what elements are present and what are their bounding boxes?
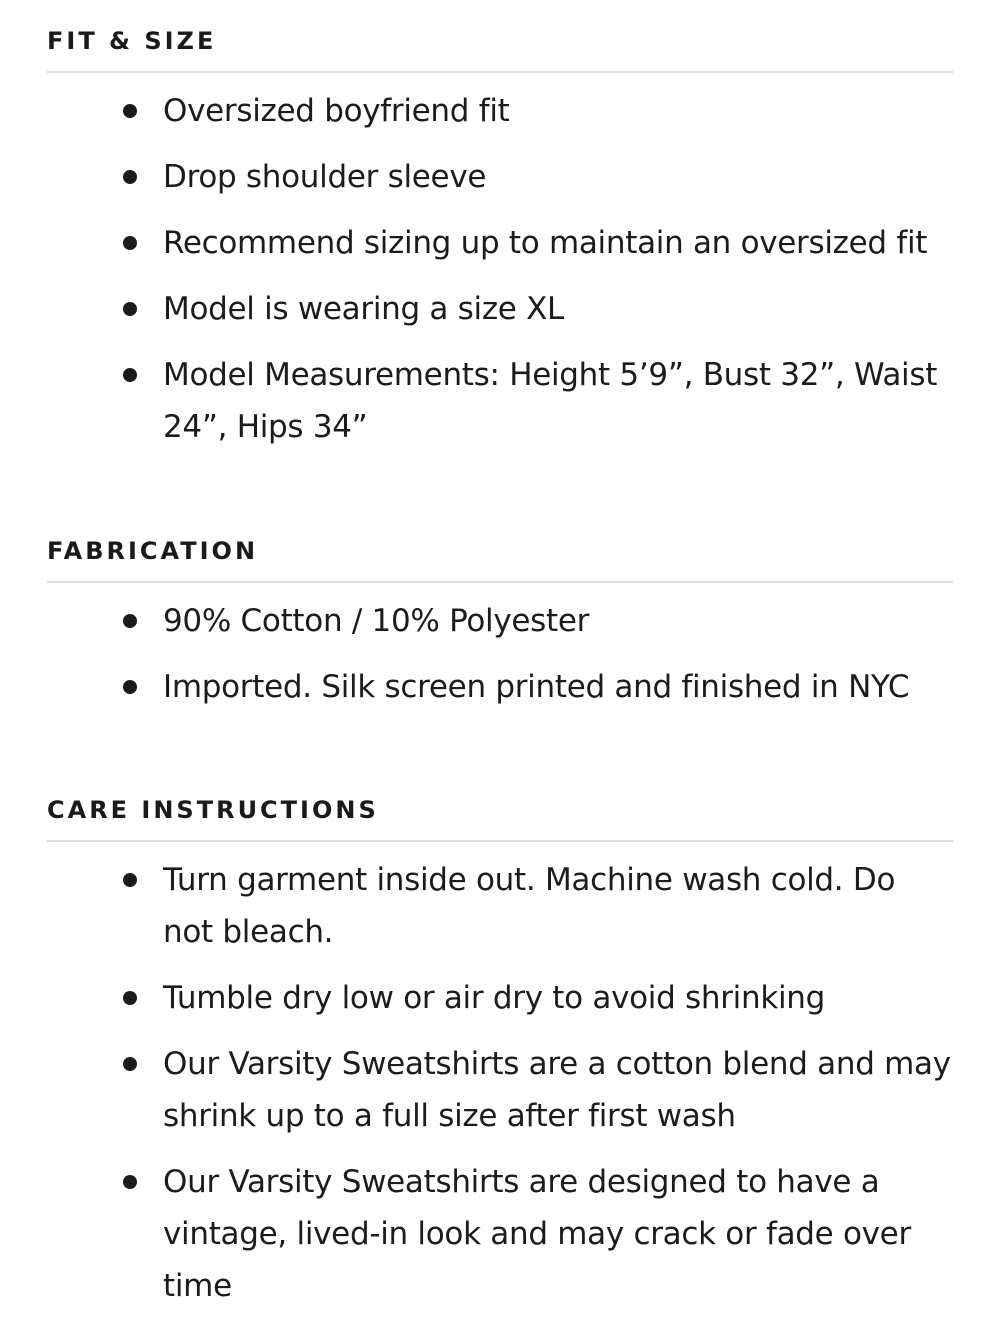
list-item [47, 349, 953, 453]
list-item-text: Our Varsity Sweatshirts are a cotton blend and may shrink up to a full size after first wash [163, 1046, 951, 1134]
list-item-text: Turn garment inside out. Machine wash cold. Do not bleach. [163, 862, 896, 950]
fabrication-list [47, 595, 953, 713]
bullet-icon [123, 170, 137, 184]
fit-size-section [47, 27, 953, 467]
list-item-text: Tumble dry low or air dry to avoid shrinking [163, 980, 826, 1016]
list-item [47, 972, 953, 1024]
section-divider [47, 581, 953, 583]
bullet-icon [123, 302, 137, 316]
list-item-text: Model Measurements: Height 5’9”, Bust 32”, Waist 24”, Hips 34” [163, 357, 938, 445]
list-item [47, 217, 953, 269]
fit-size-heading: FIT & SIZE [47, 27, 217, 55]
list-item [47, 854, 953, 958]
section-divider [47, 840, 953, 842]
list-item-text: Drop shoulder sleeve [163, 159, 487, 195]
list-item [47, 85, 953, 137]
bullet-icon [123, 680, 137, 694]
care-instructions-heading: CARE INSTRUCTIONS [47, 796, 379, 824]
fabrication-section [47, 537, 953, 727]
list-item-text: Our Varsity Sweatshirts are designed to have a vintage, lived-in look and may crack or fade over time [163, 1164, 911, 1304]
list-item [47, 1038, 953, 1142]
list-item-text: Model is wearing a size XL [163, 291, 565, 327]
bullet-icon [123, 873, 137, 887]
fit-size-list [47, 85, 953, 453]
bullet-icon [123, 236, 137, 250]
list-item [47, 283, 953, 335]
list-item [47, 661, 953, 713]
bullet-icon [123, 104, 137, 118]
list-item [47, 1156, 953, 1312]
bullet-icon [123, 368, 137, 382]
list-item [47, 151, 953, 203]
bullet-icon [123, 1175, 137, 1189]
list-item-text: 90% Cotton / 10% Polyester [163, 603, 590, 639]
section-divider [47, 71, 953, 73]
bullet-icon [123, 1057, 137, 1071]
list-item-text: Recommend sizing up to maintain an oversized fit [163, 225, 928, 261]
list-item [47, 595, 953, 647]
fabrication-heading: FABRICATION [47, 537, 259, 565]
bullet-icon [123, 991, 137, 1005]
care-instructions-list [47, 854, 953, 1312]
list-item-text: Imported. Silk screen printed and finished in NYC [163, 669, 910, 705]
care-instructions-section [47, 796, 953, 1326]
bullet-icon [123, 614, 137, 628]
list-item-text: Oversized boyfriend fit [163, 93, 510, 129]
